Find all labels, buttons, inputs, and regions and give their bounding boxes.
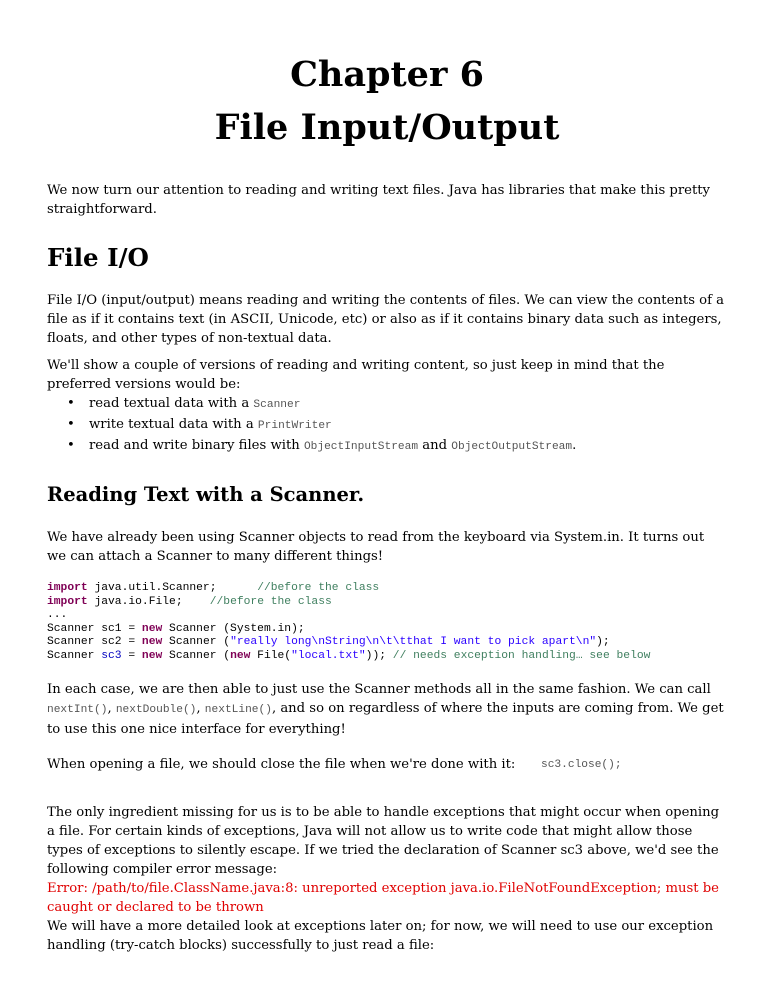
- intro-paragraph: We now turn our attention to reading and writing text files. Java has libraries that make this pretty straightforward.: [47, 183, 710, 217]
- scanner-methods-paragraph: In each case, we are then able to just use the Scanner methods all in the same fashion. We can call nextInt(), nextDouble(), nextLine(), and so on regardless of where the inputs are coming from. We get to use this one nice interface for everything!: [47, 682, 724, 737]
- section-heading-reading-text: Reading Text with a Scanner.: [47, 483, 365, 506]
- close-file-paragraph: When opening a file, we should close the file when we're done with it: sc3.close();: [47, 757, 622, 772]
- list-item: • read textual data with a Scanner: [67, 396, 301, 411]
- list-item: • write textual data with a PrintWriter: [67, 417, 332, 432]
- chapter-title-line2: File Input/Output: [214, 107, 560, 148]
- bullet-icon: •: [67, 438, 75, 453]
- exceptions-paragraph: The only ingredient missing for us is to be able to handle exceptions that might occur when opening a file. For certain kinds of exceptions, Java will not allow us to write code that might allow those types of exceptions to silently escape. If we tried the declaration of Scanner sc3 above, we'd see the following compiler error message:: [47, 805, 720, 877]
- section-heading-file-io: File I/O: [47, 243, 149, 272]
- file-io-paragraph: File I/O (input/output) means reading and writing the contents of files. We can view the contents of a file as if it contains text (in ASCII, Unicode, etc) or also as if it contains binary data such as integers, floats, and other types of non-textual data.: [47, 293, 725, 346]
- preferred-versions-paragraph: We'll show a couple of versions of reading and writing content, so just keep in mind that the preferred versions would be:: [47, 358, 665, 392]
- compiler-error-message: Error: /path/to/file.ClassName.java:8: unreported exception java.io.FileNotFoundException; must be caught or declared to be thrown: [47, 881, 719, 915]
- list-item: • read and write binary files with ObjectInputStream and ObjectOutputStream.: [67, 438, 577, 453]
- scanner-intro-paragraph: We have already been using Scanner objects to read from the keyboard via System.in. It turns out we can attach a Scanner to many different things!: [47, 530, 705, 564]
- bullet-icon: •: [67, 396, 75, 411]
- code-block: import java.util.Scanner; //before the class import java.io.File; //before the class ... Scanner sc1 = new Scanner (System.in); Scanner sc2 = new Scanner ("really long\nString\n\t\tthat I want to pick apart\n"); Scanner sc3 = new Scanner (new File("local.txt")); // needs exception handling… see below: [47, 582, 651, 662]
- preferred-versions-list: [47, 394, 768, 457]
- bullet-icon: •: [67, 417, 75, 432]
- chapter-title-line1: Chapter 6: [290, 54, 484, 95]
- try-catch-paragraph: We will have a more detailed look at exceptions later on; for now, we will need to use our exception handling (try-catch blocks) successfully to just read a file:: [47, 919, 714, 953]
